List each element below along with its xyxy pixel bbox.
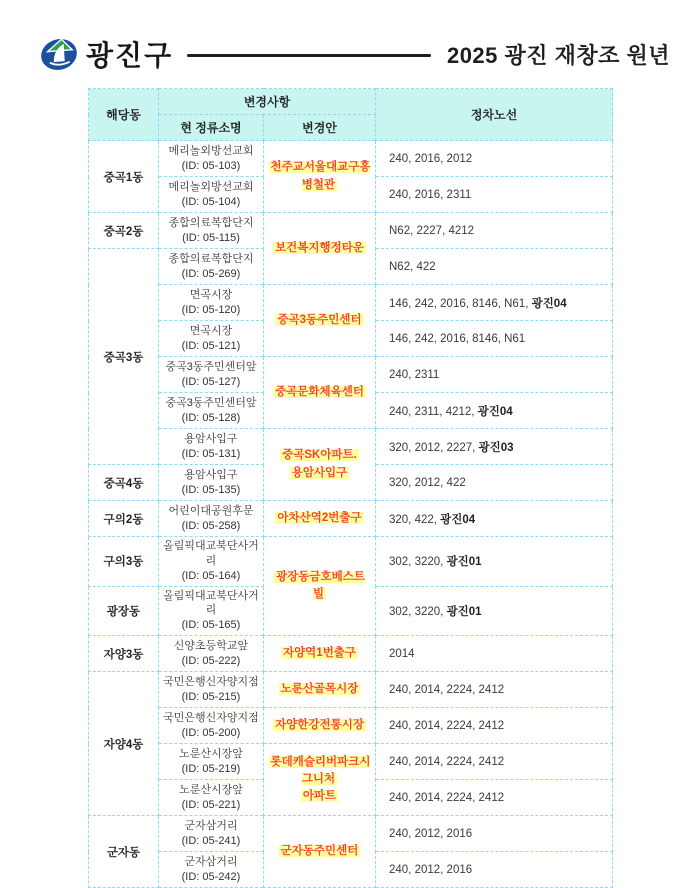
routes-cell: [376, 357, 613, 393]
routes-cell: [376, 285, 613, 321]
proposal-text: 노룬산골목시장: [280, 682, 359, 695]
routes-text: 240, 2014, 2224, 2412: [389, 791, 505, 804]
gwangjin-gu-emblem-icon: [40, 35, 78, 73]
table-body: [89, 141, 613, 888]
district-cell: 군자동: [89, 816, 159, 888]
routes-text: N62, 422: [389, 260, 436, 273]
stop-id: (ID: 05-135): [181, 483, 241, 496]
stop-name: 메리놀외방선교회: [168, 144, 254, 157]
stop-cell: [159, 357, 264, 393]
routes-cell: [376, 586, 613, 636]
proposal-line: [268, 843, 371, 860]
proposal-cell: [264, 744, 376, 816]
routes-bold-text: 광진04: [531, 297, 567, 310]
routes-cell: [376, 141, 613, 177]
stop-id: (ID: 05-115): [182, 231, 240, 244]
stop-id: (ID: 05-241): [181, 834, 241, 847]
table-row: [89, 537, 613, 587]
stop-name: 노룬산시장앞: [179, 783, 243, 796]
table-row: [89, 672, 613, 708]
stop-cell: [159, 708, 264, 744]
routes-bold-text: 광진01: [446, 556, 482, 569]
stop-id: (ID: 05-131): [181, 447, 241, 460]
district-cell: 구의2동: [89, 501, 159, 537]
proposal-text: 자양역1번출구: [282, 646, 357, 659]
stop-cell: [159, 816, 264, 852]
routes-text: 240, 2014, 2224, 2412: [389, 683, 505, 696]
proposal-cell: [264, 285, 376, 357]
stop-id: (ID: 05-121): [181, 339, 241, 352]
proposal-text: 광장동금호베스트빌: [276, 570, 365, 601]
table-header-row: [89, 89, 613, 115]
district-cell: 자양3동: [89, 636, 159, 672]
stop-name: 올림픽대교북단사거리: [163, 540, 259, 567]
routes-bold-text: 광진04: [477, 405, 513, 418]
stop-id: (ID: 05-222): [181, 654, 241, 667]
proposal-line: [268, 159, 371, 194]
stop-id: (ID: 05-221): [181, 798, 241, 811]
stop-cell: [159, 586, 264, 636]
proposal-line: [268, 788, 371, 805]
stop-id: (ID: 05-219): [181, 762, 241, 775]
stop-name: 종합의료복합단지: [168, 252, 254, 265]
routes-bold-text: 광진04: [440, 513, 476, 526]
stop-id: (ID: 05-127): [181, 375, 241, 388]
stop-name: 어린이대공원후문: [168, 504, 254, 517]
routes-text: 320, 2012, 422: [389, 476, 466, 489]
stop-cell: [159, 501, 264, 537]
proposal-line: [268, 645, 371, 662]
stop-cell: [159, 213, 264, 249]
routes-cell: [376, 636, 613, 672]
routes-cell: [376, 429, 613, 465]
stop-name: 용암사입구: [184, 468, 238, 481]
table-row: [89, 636, 613, 672]
routes-cell: [376, 537, 613, 587]
proposal-text: 자양한강전통시장: [275, 718, 364, 731]
stop-cell: [159, 249, 264, 285]
routes-text: 320, 2012, 2227,: [389, 441, 479, 454]
proposal-line: [268, 312, 371, 329]
stop-cell: [159, 177, 264, 213]
routes-bold-text: 광진03: [478, 441, 514, 454]
routes-text: 240, 2016, 2012: [389, 152, 473, 165]
stop-id: (ID: 05-200): [181, 726, 241, 739]
proposal-text: 중곡문화체육센터: [275, 385, 364, 398]
stop-id: (ID: 05-103): [181, 159, 241, 172]
district-cell: 중곡1동: [89, 141, 159, 213]
stop-id: (ID: 05-242): [181, 870, 241, 883]
table-row: [89, 744, 613, 780]
routes-cell: [376, 780, 613, 816]
stop-name: 신양초등학교앞: [173, 639, 249, 652]
stop-id: (ID: 05-104): [181, 195, 241, 208]
stop-cell: [159, 672, 264, 708]
stop-cell: [159, 744, 264, 780]
col-header-district: 해당동: [89, 89, 159, 141]
stop-name: 국민은행신자양지점: [163, 711, 259, 724]
routes-cell: [376, 321, 613, 357]
proposal-line: [268, 447, 371, 464]
stop-rename-table: [88, 88, 613, 888]
proposal-text: 보건복지행정타운: [275, 241, 364, 254]
routes-text: 320, 422,: [389, 513, 441, 526]
routes-text: 302, 3220,: [389, 605, 447, 618]
proposal-cell: [264, 636, 376, 672]
proposal-text: 중곡3동주민센터: [277, 313, 362, 326]
proposal-line: [268, 754, 371, 789]
routes-text: 240, 2014, 2224, 2412: [389, 719, 505, 732]
proposal-cell: [264, 141, 376, 213]
table-row: [89, 357, 613, 393]
proposal-line: [268, 510, 371, 527]
proposal-line: [268, 465, 371, 482]
proposal-cell: [264, 213, 376, 285]
stop-cell: [159, 636, 264, 672]
proposal-text: 군자동주민센터: [280, 844, 359, 857]
stop-name: 국민은행신자양지점: [163, 675, 259, 688]
proposal-line: [268, 681, 371, 698]
stop-name: 군자삼거리: [184, 819, 238, 832]
stop-cell: [159, 465, 264, 501]
divider-line: [187, 54, 431, 57]
routes-cell: [376, 213, 613, 249]
table-row: [89, 708, 613, 744]
proposal-text: 중곡SK아파트.: [282, 449, 357, 462]
stop-cell: [159, 429, 264, 465]
stop-cell: [159, 852, 264, 888]
routes-cell: [376, 465, 613, 501]
proposal-line: [268, 569, 371, 604]
masthead: [0, 0, 700, 74]
table-row: [89, 816, 613, 852]
routes-text: 146, 242, 2016, 8146, N61: [389, 332, 526, 345]
routes-bold-text: 광진01: [446, 605, 482, 618]
routes-text: 240, 2311, 4212,: [389, 405, 478, 418]
routes-cell: [376, 393, 613, 429]
stop-name: 메리놀외방선교회: [168, 180, 254, 193]
brand-title: 광진구: [86, 40, 174, 71]
proposal-text: 롯데캐슬리버파크시그니처: [270, 755, 371, 785]
slogan-title: 2025 광진 재창조 원년: [446, 42, 670, 68]
proposal-cell: [264, 816, 376, 888]
stop-name: 면곡시장: [189, 324, 233, 337]
district-cell: 중곡3동: [89, 249, 159, 465]
proposal-cell: [264, 429, 376, 501]
routes-cell: [376, 708, 613, 744]
stop-id: (ID: 05-128): [181, 411, 241, 424]
stop-id: (ID: 05-215): [181, 690, 241, 703]
table-row: [89, 213, 613, 249]
stop-cell: [159, 285, 264, 321]
stop-cell: [159, 321, 264, 357]
stop-name: 중곡3동주민센터앞: [165, 360, 257, 373]
stop-name: 노룬산시장앞: [179, 747, 243, 760]
col-header-routes: 정차노선: [376, 89, 613, 141]
proposal-cell: [264, 708, 376, 744]
routes-cell: [376, 852, 613, 888]
stop-name: 군자삼거리: [184, 855, 238, 868]
proposal-line: [268, 240, 371, 257]
district-cell: 중곡4동: [89, 465, 159, 501]
table-header: [89, 89, 613, 141]
proposal-cell: [264, 357, 376, 429]
col-header-changes: 변경사항: [159, 89, 376, 115]
stop-cell: [159, 537, 264, 587]
table-row: [89, 429, 613, 465]
col-header-proposal: 변경안: [264, 115, 376, 141]
stop-name: 중곡3동주민센터앞: [165, 396, 257, 409]
routes-cell: [376, 816, 613, 852]
proposal-text: 아차산역2번출구: [277, 511, 362, 524]
routes-cell: [376, 249, 613, 285]
district-cell: 자양4동: [89, 672, 159, 816]
routes-text: 240, 2012, 2016: [389, 827, 473, 840]
proposal-cell: [264, 672, 376, 708]
stop-cell: [159, 393, 264, 429]
stop-id: (ID: 05-258): [181, 519, 241, 532]
stop-name: 용암사입구: [184, 432, 238, 445]
stop-id: (ID: 05-120): [181, 303, 241, 316]
routes-text: 2014: [389, 647, 415, 660]
routes-text: 240, 2016, 2311: [389, 188, 472, 201]
stop-name: 면곡시장: [189, 288, 233, 301]
routes-cell: [376, 744, 613, 780]
routes-text: N62, 2227, 4212: [389, 224, 475, 237]
stop-name: 올림픽대교북단사거리: [163, 589, 259, 617]
stop-name: 종합의료복합단지: [168, 216, 254, 229]
district-cell: 중곡2동: [89, 213, 159, 249]
routes-text: 146, 242, 2016, 8146, N61,: [389, 297, 532, 310]
routes-cell: [376, 501, 613, 537]
proposal-line: [268, 717, 371, 734]
routes-text: 240, 2014, 2224, 2412: [389, 755, 505, 768]
proposal-line: [268, 384, 371, 401]
stop-id: (ID: 05-269): [181, 267, 241, 280]
stop-id: (ID: 05-164): [181, 569, 241, 582]
routes-cell: [376, 672, 613, 708]
routes-text: 240, 2012, 2016: [389, 863, 473, 876]
stop-cell: [159, 141, 264, 177]
stop-cell: [159, 780, 264, 816]
district-cell: 구의3동: [89, 537, 159, 587]
proposal-text: 아파트: [302, 790, 337, 803]
col-header-current-stop: 현 정류소명: [159, 115, 264, 141]
proposal-cell: [264, 501, 376, 537]
table-row: [89, 501, 613, 537]
proposal-cell: [264, 537, 376, 636]
proposal-text: 천주교서울대교구홍병철관: [270, 161, 371, 191]
proposal-text: 용암사입구: [291, 466, 348, 479]
table-row: [89, 285, 613, 321]
routes-text: 240, 2311: [389, 368, 440, 381]
district-cell: 광장동: [89, 586, 159, 636]
table-row: [89, 141, 613, 177]
stop-id: (ID: 05-165): [181, 619, 241, 632]
routes-cell: [376, 177, 613, 213]
routes-text: 302, 3220,: [389, 556, 447, 569]
